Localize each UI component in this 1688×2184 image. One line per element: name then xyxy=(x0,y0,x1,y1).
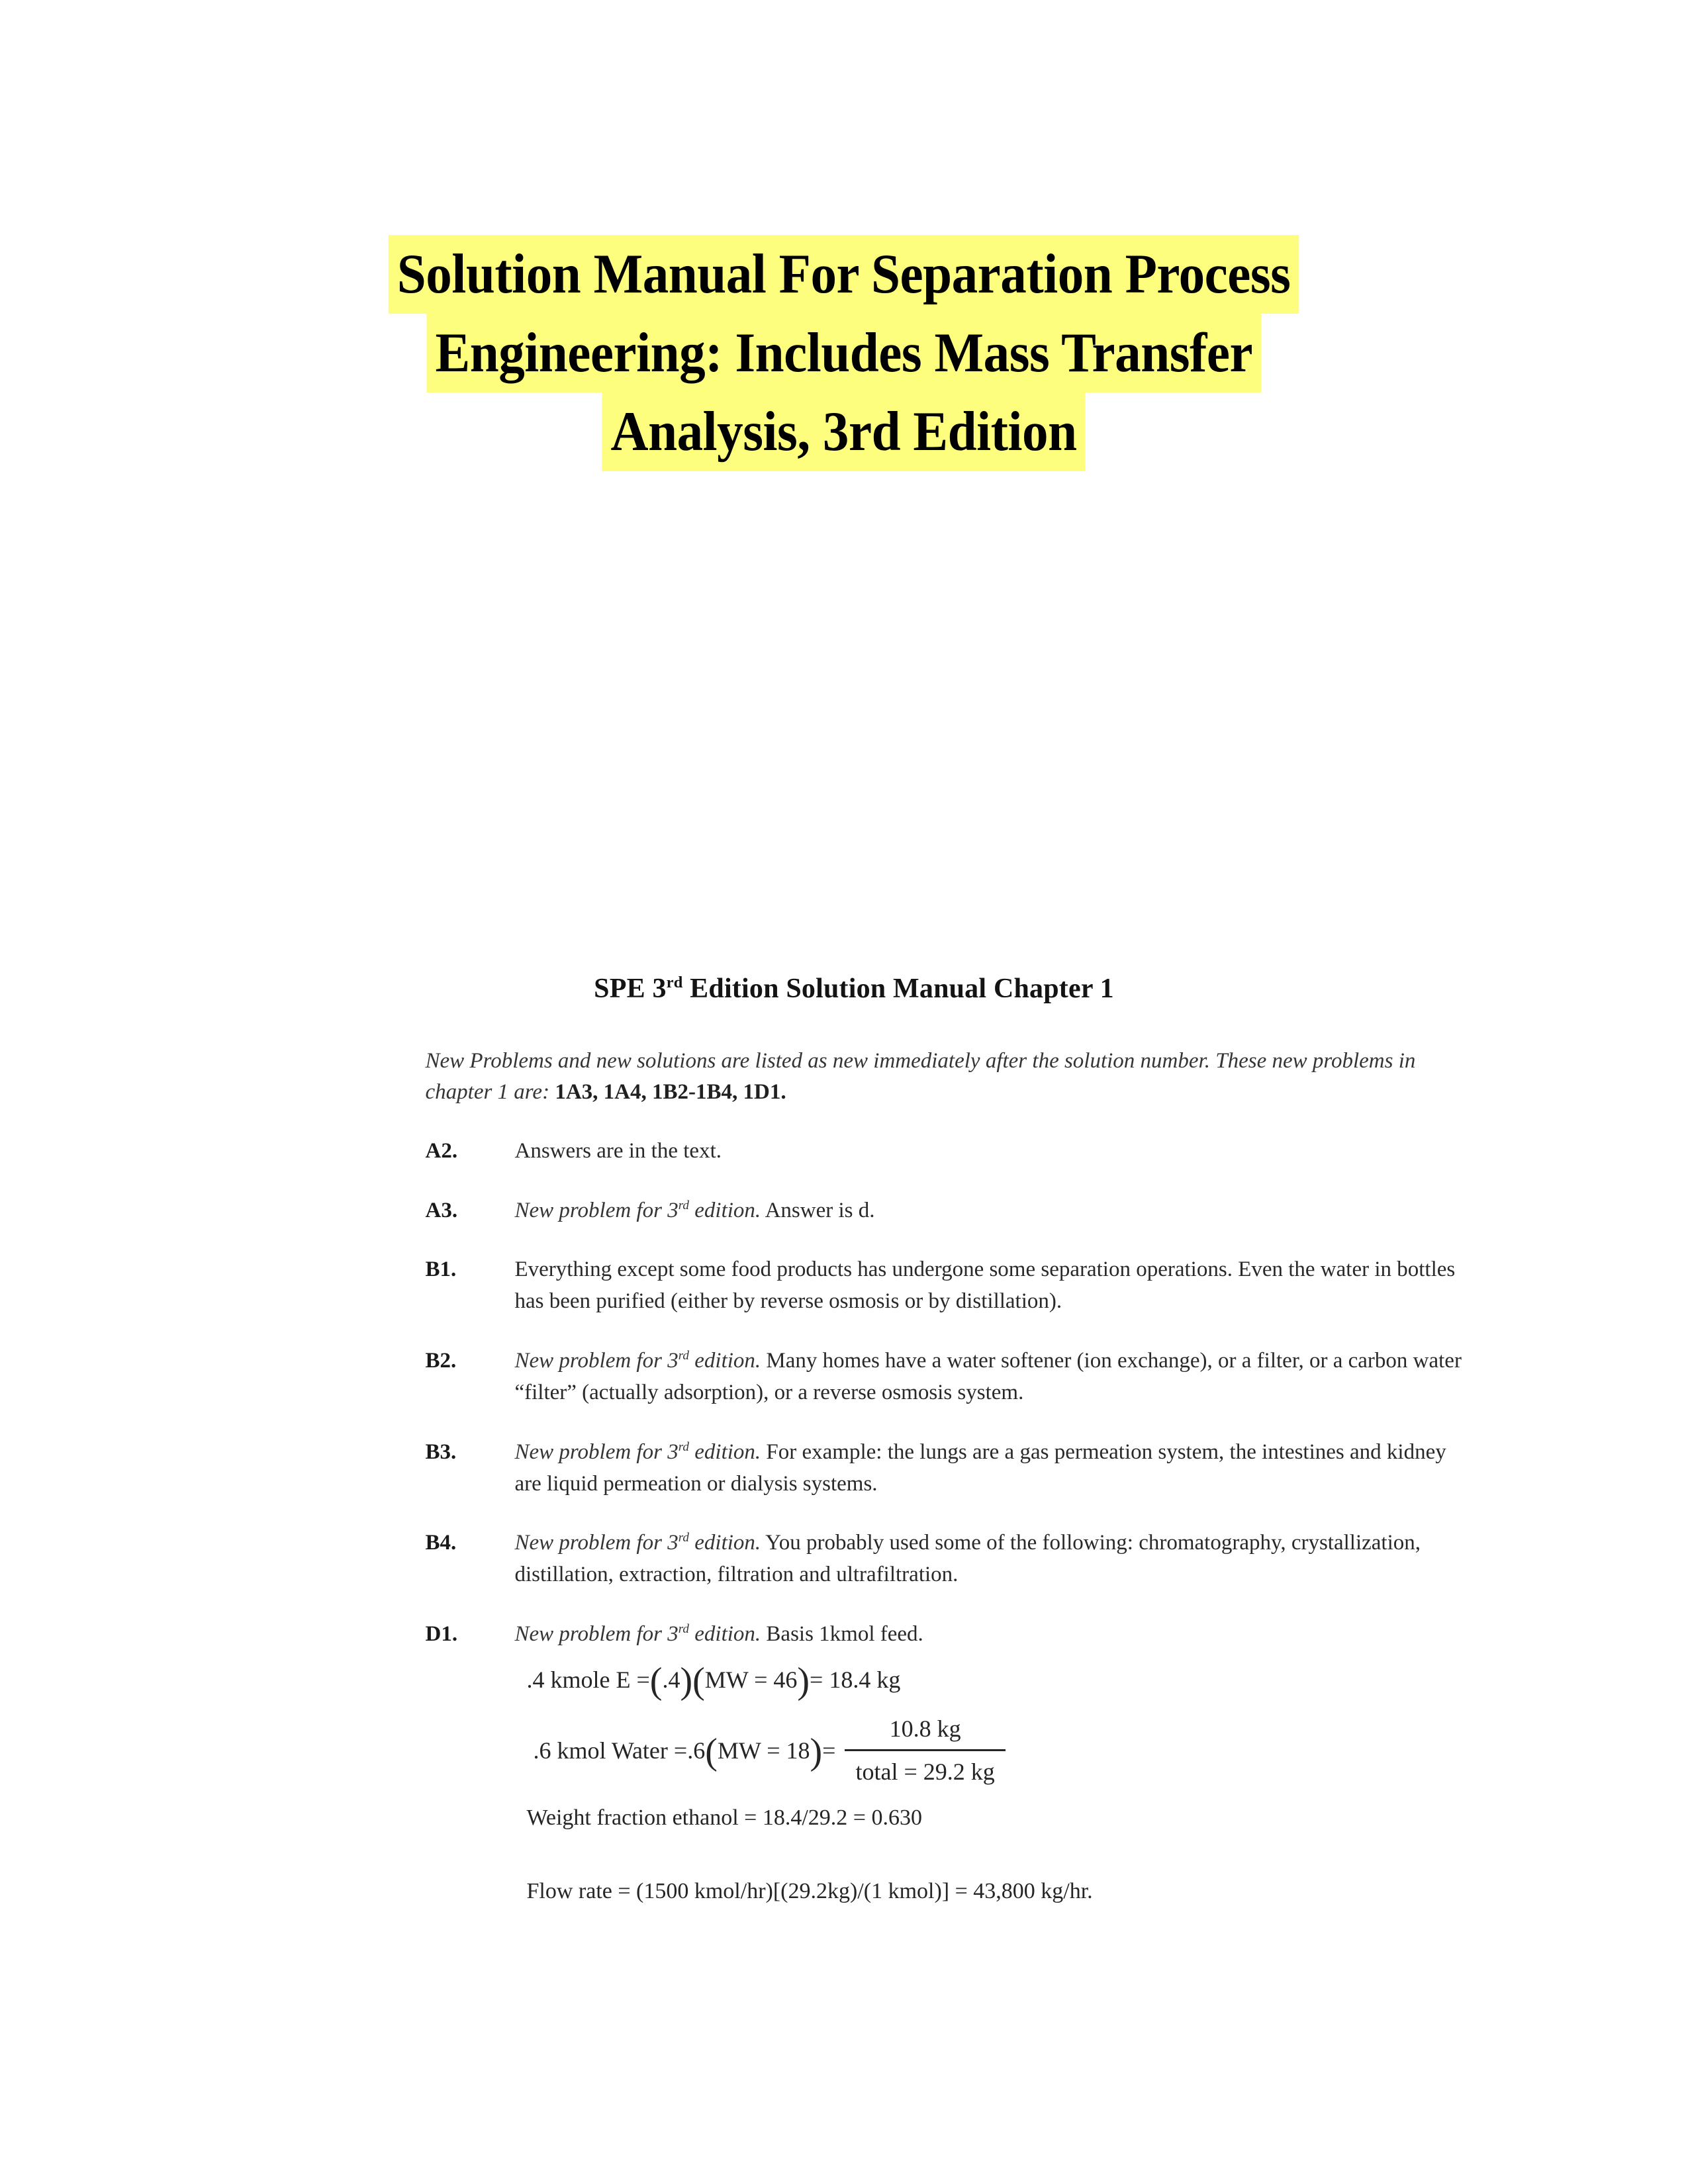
new-problem-prefix: New problem for 3 xyxy=(514,1622,679,1647)
fraction-denominator: total = 29.2 kg xyxy=(855,1758,995,1786)
new-problem-ordinal: rd xyxy=(678,1439,689,1454)
equation-ethanol-mass xyxy=(526,1661,1468,1702)
eq2-equals: = xyxy=(822,1737,836,1764)
problem-answer: Answers are in the text. xyxy=(514,1138,722,1163)
eq1-lhs: .4 kmole E = xyxy=(526,1666,650,1693)
problem-label: B4. xyxy=(425,1531,457,1555)
problem-label: B3. xyxy=(425,1439,457,1464)
new-problem-suffix: edition. xyxy=(689,1349,761,1373)
problem-answer: For example: the lungs are a gas permeation system, the intestines and kidney are liquid permeation or dialysis systems. xyxy=(514,1439,1446,1496)
problem-text xyxy=(515,1527,1468,1591)
paren-close-icon: ) xyxy=(810,1731,823,1772)
new-problem-ordinal: rd xyxy=(678,1349,689,1363)
problem-label: B1. xyxy=(425,1257,457,1282)
equation-flow-rate: Flow rate = (1500 kmol/hr)[(29.2kg)/(1 kmol)] = 43,800 kg/hr. xyxy=(526,1878,1093,1903)
problem-row xyxy=(426,1527,1472,1591)
new-problem-prefix: New problem for 3 xyxy=(514,1198,679,1222)
cover-title-line-2-text: Engineering: Includes Mass Transfer xyxy=(427,314,1262,392)
problem-answer: Everything except some food products has undergone some separation operations. Even the water in bottles has been purified (either by reverse osmosis or by distillation). xyxy=(514,1257,1456,1314)
eq2-inner: MW = 18 xyxy=(717,1737,810,1764)
new-problem-suffix: edition. xyxy=(689,1531,761,1555)
problem-row xyxy=(426,1345,1472,1409)
cover-title-line-1-text: Solution Manual For Separation Process xyxy=(389,235,1299,314)
cover-title-line-2 xyxy=(0,314,1688,392)
eq1-inner1: .4 xyxy=(662,1666,680,1693)
cover-title-line-3-text: Analysis, 3rd Edition xyxy=(602,392,1086,471)
intro-italic-text: New Problems and new solutions are listed as new immediately after the solution number. These new problems in chapter 1 are: xyxy=(425,1049,1416,1104)
fraction-numerator: 10.8 kg xyxy=(889,1715,961,1743)
chapter-header xyxy=(0,973,1688,1005)
problem-label: A2. xyxy=(425,1138,458,1163)
paren-open-icon: ( xyxy=(649,1661,663,1702)
new-problem-note xyxy=(515,1531,761,1555)
d1-statement xyxy=(515,1619,1468,1651)
problem-row xyxy=(426,1437,1472,1500)
problem-text xyxy=(515,1136,1468,1167)
paren-open-icon: ( xyxy=(692,1661,705,1702)
cover-title-line-3 xyxy=(0,392,1688,471)
eq2-lhs: .6 kmol Water =.6 xyxy=(533,1737,706,1764)
problem-text xyxy=(515,1437,1468,1500)
equation-weight-fraction: Weight fraction ethanol = 18.4/29.2 = 0.630 xyxy=(526,1805,922,1830)
problem-row xyxy=(426,1619,1472,1907)
new-problem-note xyxy=(515,1349,761,1373)
problem-answer: Answer is d. xyxy=(761,1198,875,1222)
paren-close-icon: ) xyxy=(680,1661,693,1702)
new-problem-ordinal: rd xyxy=(678,1531,689,1545)
intro-paragraph xyxy=(426,1046,1468,1108)
problem-label: B2. xyxy=(425,1349,457,1373)
equation-water-mass xyxy=(527,1711,1468,1789)
paren-close-icon: ) xyxy=(797,1661,810,1702)
equation-area xyxy=(515,1662,1468,1907)
problem-text xyxy=(515,1195,1468,1227)
new-problem-note xyxy=(515,1440,761,1464)
eq1-rhs: = 18.4 kg xyxy=(810,1666,901,1693)
problem-text xyxy=(515,1619,1468,1907)
new-problem-ordinal: rd xyxy=(678,1198,689,1212)
fraction xyxy=(845,1711,1005,1789)
new-problem-suffix: edition. xyxy=(689,1622,761,1647)
cover-title-block xyxy=(0,235,1688,471)
intro-problem-list: 1A3, 1A4, 1B2-1B4, 1D1. xyxy=(549,1079,786,1104)
new-problem-note xyxy=(515,1199,761,1222)
problem-label: A3. xyxy=(425,1198,458,1222)
problem-row xyxy=(426,1195,1472,1227)
paren-open-icon: ( xyxy=(705,1731,718,1772)
solutions-body xyxy=(201,1046,1488,1907)
problem-answer: Basis 1kmol feed. xyxy=(761,1622,923,1647)
chapter-header-suffix: Edition Solution Manual Chapter 1 xyxy=(682,974,1114,1004)
new-problem-note xyxy=(515,1622,761,1646)
problem-answer: You probably used some of the following: chromatography, crystallization, distillation, extraction, filtration and ultrafiltration. xyxy=(514,1531,1421,1587)
problem-text xyxy=(515,1345,1468,1409)
problem-label: D1. xyxy=(425,1622,458,1647)
problem-text xyxy=(515,1254,1468,1318)
eq1-inner2: MW = 46 xyxy=(704,1666,798,1693)
problem-row xyxy=(426,1136,1472,1167)
new-problem-suffix: edition. xyxy=(689,1439,761,1464)
scanned-solution-page xyxy=(0,973,1688,1907)
new-problem-prefix: New problem for 3 xyxy=(514,1349,679,1373)
new-problem-suffix: edition. xyxy=(689,1198,761,1222)
problem-row xyxy=(426,1254,1472,1318)
new-problem-ordinal: rd xyxy=(678,1622,689,1637)
new-problem-prefix: New problem for 3 xyxy=(514,1531,679,1555)
cover-title-line-1 xyxy=(0,235,1688,314)
problem-answer: Many homes have a water softener (ion exchange), or a filter, or a carbon water “filter” (actually adsorption), or a reverse osmosis system. xyxy=(514,1349,1462,1404)
chapter-header-ordinal: rd xyxy=(666,974,683,991)
new-problem-prefix: New problem for 3 xyxy=(514,1439,679,1464)
chapter-header-prefix: SPE 3 xyxy=(594,974,667,1004)
